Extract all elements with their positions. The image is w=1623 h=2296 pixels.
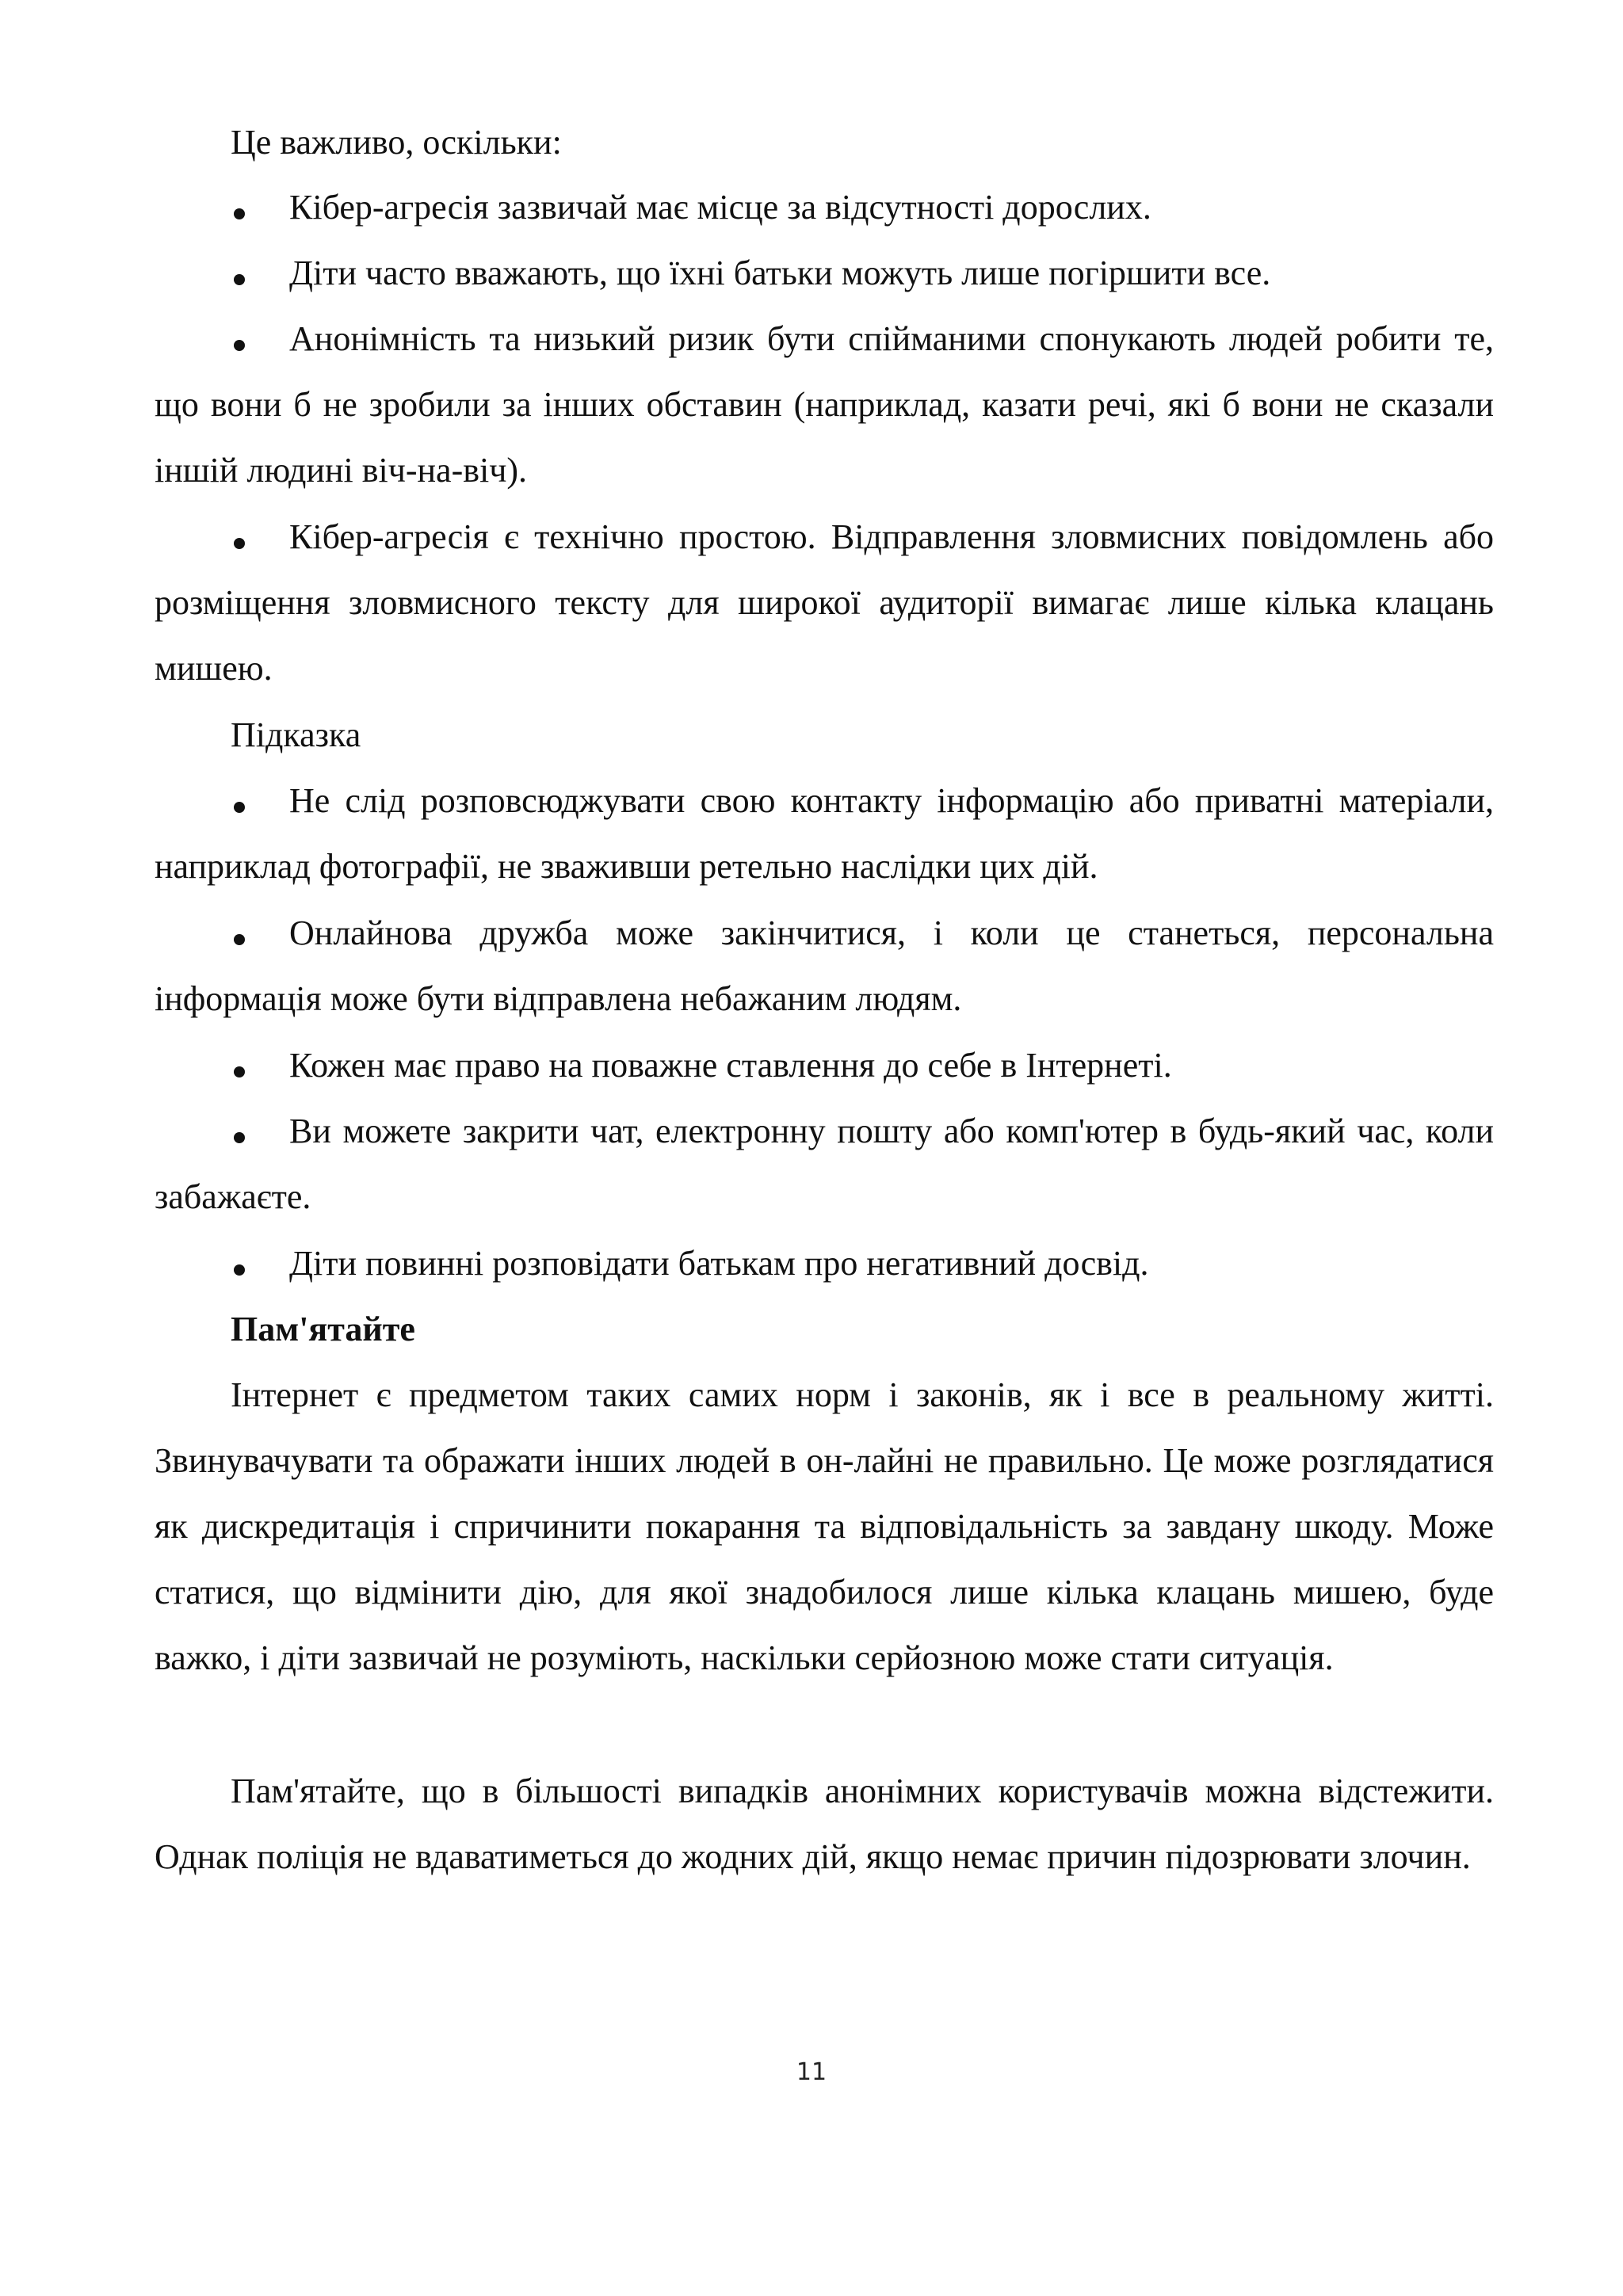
list-item: Онлайнова дружба може закінчитися, і коли це станеться, персональна інформація може бути відправлена небажаним людям.: [155, 913, 1494, 1018]
list-item: Діти повинні розповідати батькам про негативний досвід.: [289, 1244, 1149, 1283]
list-item: Кібер-агресія зазвичай має місце за відсутності дорослих.: [289, 188, 1151, 227]
list-item: Діти часто вважають, що їхні батьки можуть лише погіршити все.: [289, 254, 1271, 292]
body-paragraph: Інтернет є предметом таких самих норм і законів, як і все в реальному житті. Звинувачувати та ображати інших людей в он-лайні не правильно. Це може розглядатися як дискредитація і спричинити покарання та відповідальність за завдану шкоду. Може статися, що відмінити дію, для якої знадобилося лише кілька клацань мишею, буде важко, і діти зазвичай не розуміють, наскільки серйозною може стати ситуація.: [155, 1375, 1494, 1677]
list-item: Кожен має право на поважне ставлення до себе в Інтернеті.: [289, 1046, 1172, 1085]
page-number: 11: [796, 2058, 827, 2086]
body-paragraph: Пам'ятайте, що в більшості випадків анонімних користувачів можна відстежити. Однак поліція не вдаватиметься до жодних дій, якщо немає причин підозрювати злочин.: [155, 1772, 1494, 1876]
intro-text: Це важливо, оскільки:: [231, 123, 562, 162]
list-item: Анонімність та низький ризик бути спійманими спонукають людей робити те, що вони б не зробили за інших обставин (наприклад, казати речі, які б вони не сказали іншій людині віч-на-віч).: [155, 319, 1494, 490]
remember-heading: Пам'ятайте: [231, 1310, 415, 1348]
list-item: Ви можете закрити чат, електронну пошту або комп'ютер в будь-який час, коли забажаєте.: [155, 1112, 1494, 1216]
hint-heading: Підказка: [231, 715, 361, 754]
list-item: Кібер-агресія є технічно простою. Відправлення зловмисних повідомлень або розміщення зловмисного тексту для широкої аудиторії вимагає лише кілька клацань мишею.: [155, 517, 1494, 688]
list-item: Не слід розповсюджувати свою контакту інформацію або приватні матеріали, наприклад фотографії, не зваживши ретельно наслідки цих дій.: [155, 781, 1494, 886]
